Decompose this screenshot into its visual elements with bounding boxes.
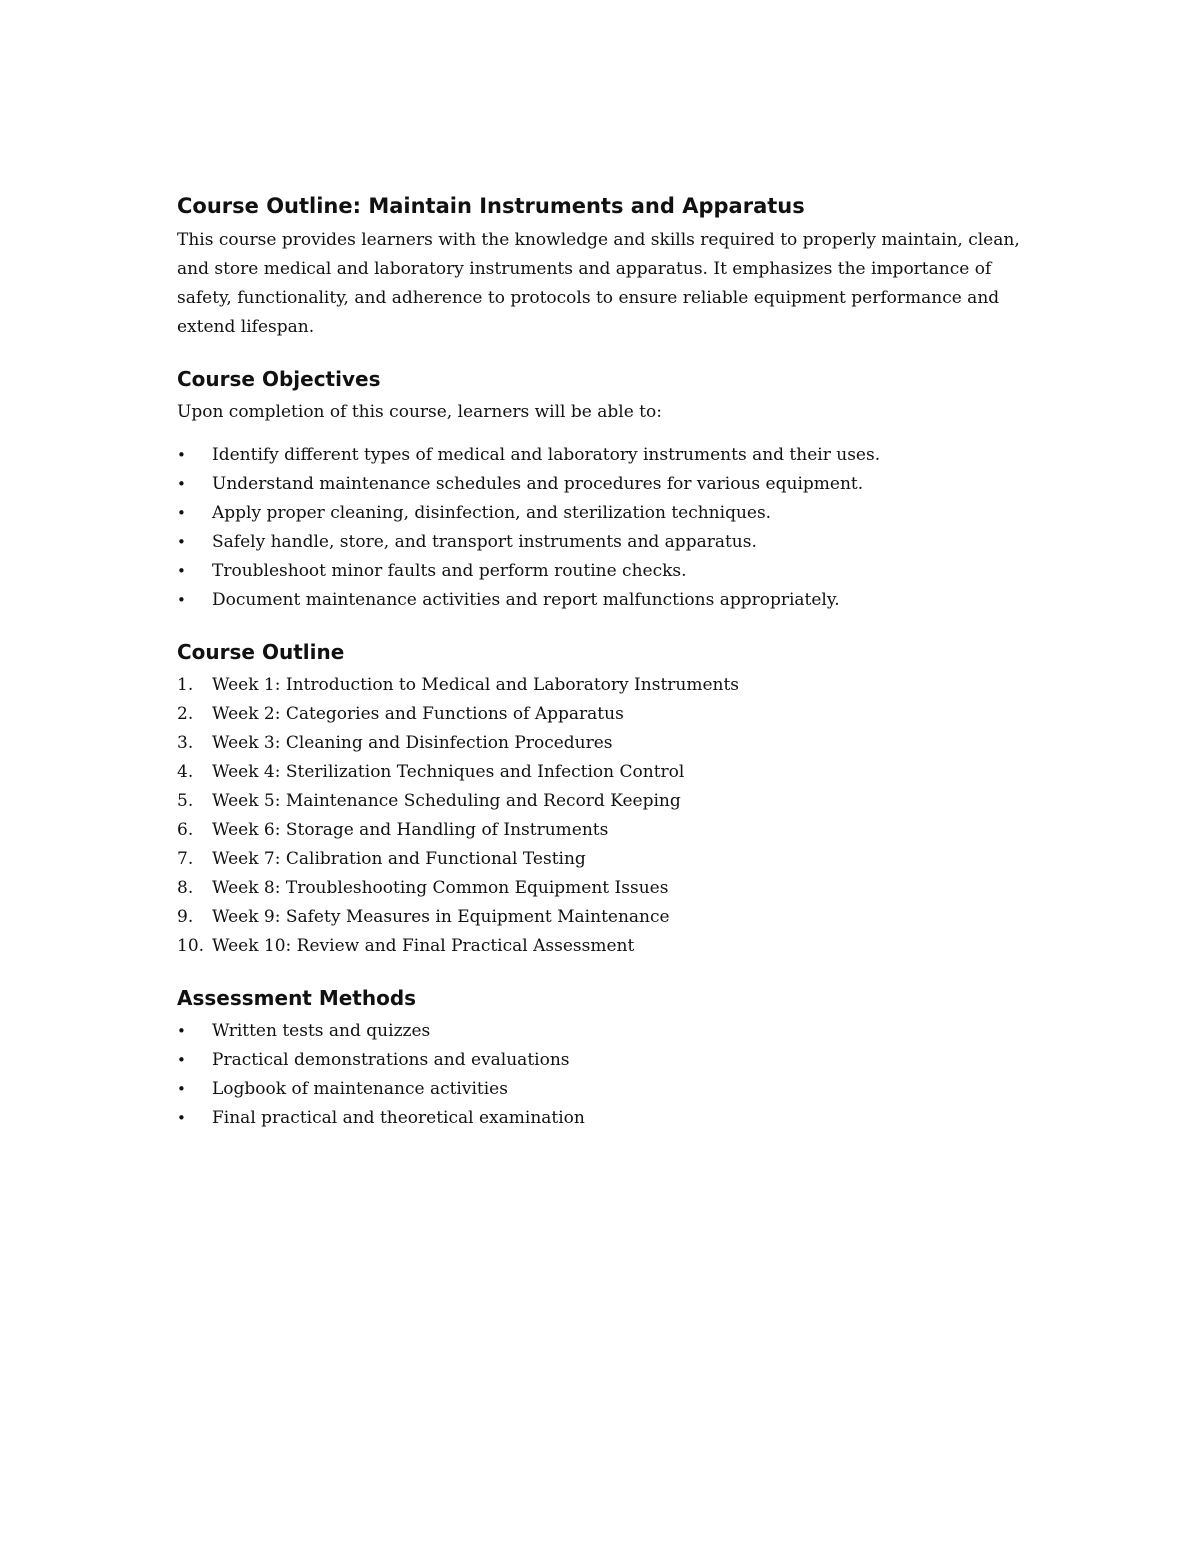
list-item-text: Week 2: Categories and Functions of Apparatus xyxy=(212,704,624,724)
list-number: 2. xyxy=(177,704,194,724)
list-item xyxy=(177,932,1047,961)
objectives-lead: Upon completion of this course, learners will be able to: xyxy=(177,402,662,422)
list-number: 7. xyxy=(177,849,194,869)
list-item xyxy=(177,1104,1047,1133)
list-item xyxy=(177,903,1047,932)
bullet-icon: • xyxy=(177,533,186,551)
list-item-text: Week 10: Review and Final Practical Assessment xyxy=(212,936,635,956)
list-item-text: Week 6: Storage and Handling of Instruments xyxy=(212,820,609,840)
list-item xyxy=(177,729,1047,758)
list-number: 5. xyxy=(177,791,194,811)
list-item xyxy=(177,758,1047,787)
list-item-text: Practical demonstrations and evaluations xyxy=(212,1050,570,1070)
list-item xyxy=(177,874,1047,903)
list-item xyxy=(177,470,1047,499)
list-item xyxy=(177,586,1047,615)
outline-heading: Course Outline xyxy=(177,640,345,664)
list-item-text: Troubleshoot minor faults and perform routine checks. xyxy=(212,561,687,581)
list-number: 9. xyxy=(177,907,194,927)
list-item-text: Week 3: Cleaning and Disinfection Procedures xyxy=(212,733,613,753)
list-item-text: Safely handle, store, and transport instruments and apparatus. xyxy=(212,532,757,552)
document-title: Course Outline: Maintain Instruments and Apparatus xyxy=(177,194,805,218)
objectives-list xyxy=(177,441,1047,615)
bullet-icon: • xyxy=(177,1109,186,1127)
bullet-icon: • xyxy=(177,446,186,464)
list-item xyxy=(177,845,1047,874)
list-number: 8. xyxy=(177,878,194,898)
bullet-icon: • xyxy=(177,475,186,493)
list-item xyxy=(177,787,1047,816)
document-page xyxy=(177,190,1047,1133)
list-item xyxy=(177,700,1047,729)
assessment-list xyxy=(177,1017,1047,1133)
list-item xyxy=(177,1046,1047,1075)
bullet-icon: • xyxy=(177,591,186,609)
list-number: 1. xyxy=(177,675,194,695)
list-item-text: Week 7: Calibration and Functional Testing xyxy=(212,849,586,869)
bullet-icon: • xyxy=(177,1022,186,1040)
list-item-text: Final practical and theoretical examination xyxy=(212,1108,585,1128)
intro-paragraph: This course provides learners with the knowledge and skills required to properly maintain, clean, and store medical and laboratory instruments and apparatus. It emphasizes the importance of safety, functionality, and adherence to protocols to ensure reliable equipment performance and extend lifespan. xyxy=(177,230,1020,337)
list-item-text: Week 9: Safety Measures in Equipment Maintenance xyxy=(212,907,670,927)
list-number: 10. xyxy=(177,936,205,956)
list-item xyxy=(177,1075,1047,1104)
bullet-icon: • xyxy=(177,1051,186,1069)
list-item-text: Written tests and quizzes xyxy=(212,1021,431,1041)
list-item xyxy=(177,441,1047,470)
objectives-heading: Course Objectives xyxy=(177,367,381,391)
list-item-text: Understand maintenance schedules and procedures for various equipment. xyxy=(212,474,864,494)
list-item xyxy=(177,1017,1047,1046)
list-item-text: Apply proper cleaning, disinfection, and sterilization techniques. xyxy=(212,503,772,523)
list-item-text: Identify different types of medical and laboratory instruments and their uses. xyxy=(212,445,881,465)
list-item-text: Week 8: Troubleshooting Common Equipment Issues xyxy=(212,878,669,898)
bullet-icon: • xyxy=(177,504,186,522)
list-item xyxy=(177,671,1047,700)
list-item xyxy=(177,816,1047,845)
list-item xyxy=(177,557,1047,586)
list-item xyxy=(177,499,1047,528)
list-item-text: Document maintenance activities and report malfunctions appropriately. xyxy=(212,590,840,610)
bullet-icon: • xyxy=(177,562,186,580)
list-number: 3. xyxy=(177,733,194,753)
list-number: 6. xyxy=(177,820,194,840)
list-item-text: Week 1: Introduction to Medical and Laboratory Instruments xyxy=(212,675,740,695)
outline-list xyxy=(177,671,1047,961)
list-item-text: Week 5: Maintenance Scheduling and Record Keeping xyxy=(212,791,681,811)
list-item-text: Week 4: Sterilization Techniques and Infection Control xyxy=(212,762,685,782)
list-number: 4. xyxy=(177,762,194,782)
assessment-heading: Assessment Methods xyxy=(177,986,417,1010)
list-item-text: Logbook of maintenance activities xyxy=(212,1079,508,1099)
bullet-icon: • xyxy=(177,1080,186,1098)
list-item xyxy=(177,528,1047,557)
